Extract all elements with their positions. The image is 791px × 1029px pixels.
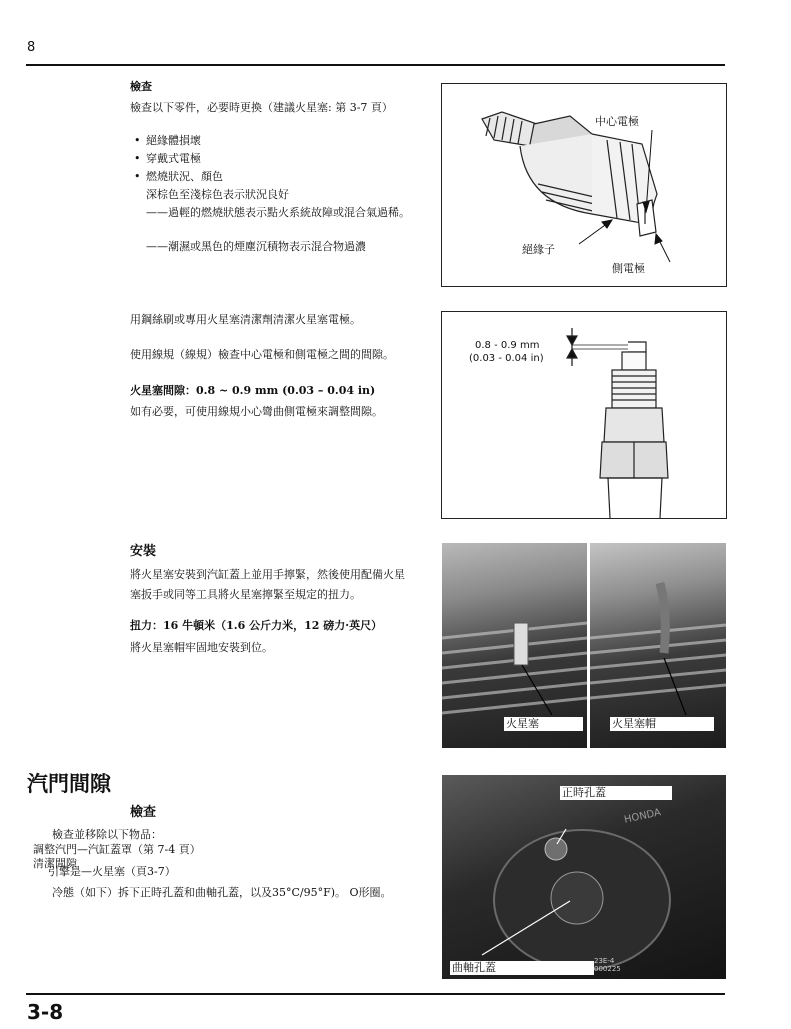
color-ok: 深棕色至淺棕色表示狀況良好 <box>146 188 289 201</box>
page-marker: 8 <box>27 40 36 55</box>
stamp-code: 23E-4 <box>594 957 615 965</box>
engine-photo-cap <box>590 543 726 748</box>
bullet-item: • 絕緣體損壞 <box>146 133 201 148</box>
valve-line3a: 清潔間隙 <box>33 857 77 870</box>
label-insulator: 絕緣子 <box>522 243 555 256</box>
gap-mm: 0.8 - 0.9 mm <box>475 340 540 351</box>
spark-plug-figure <box>441 83 727 287</box>
bullet-item: • 穿戴式電極 <box>146 151 201 166</box>
bullet-item: • 燃燒狀況、顏色 <box>146 169 223 184</box>
color-lean: ——過輕的燃燒狀態表示點火系統故障或混合氣過稀。 <box>146 206 410 219</box>
valve-inspect-heading: 檢查 <box>130 805 157 820</box>
install-line2: 塞扳手或同等工具將火星塞擰緊至規定的扭力。 <box>130 588 361 601</box>
header-rule <box>26 64 725 66</box>
install-heading: 安裝 <box>130 544 157 559</box>
color-rich: ——潮濕或黑色的煙塵沉積物表示混合物過濃 <box>146 240 366 253</box>
engine-photo-plug <box>442 543 587 748</box>
clean-adjust: 如有必要，可使用線規小心彎曲側電極來調整間隙。 <box>130 405 383 418</box>
install-cap: 將火星塞帽牢固地安裝到位。 <box>130 641 273 654</box>
label-center-electrode: 中心電極 <box>595 115 639 128</box>
torque-spec: 扭力：16 牛頓米（1.6 公斤力米，12 磅力·英尺） <box>130 619 383 632</box>
crankcase-cover-drawing <box>442 775 726 979</box>
plug-gap-figure <box>441 311 727 519</box>
valve-line2: 調整汽門—汽缸蓋罩（第 7-4 頁） <box>33 843 201 856</box>
page-number: 3-8 <box>27 1000 64 1024</box>
gap-in: (0.03 - 0.04 in) <box>469 353 544 364</box>
label-spark-plug: 火星塞 <box>504 717 583 731</box>
footer-rule <box>26 993 725 995</box>
brand-mark: HONDA <box>623 807 662 826</box>
label-side-electrode: 側電極 <box>612 262 645 275</box>
label-crank-hole-cap: 曲軸孔蓋 <box>450 961 594 975</box>
inspect-intro: 檢查以下零件，必要時更換（建議火星塞: 第 3-7 頁） <box>130 101 393 114</box>
gap-spec: 火星塞間隙：0.8 ~ 0.9 mm (0.03 – 0.04 in) <box>130 384 376 397</box>
engine-photo-covers <box>442 775 726 979</box>
serial-code: 000225 <box>594 965 621 973</box>
valve-line1: 檢查並移除以下物品： <box>52 828 162 841</box>
clean-brush: 用鋼絲刷或專用火星塞清潔劑清潔火星塞電極。 <box>130 313 361 326</box>
clean-gauge: 使用線規（線規）檢查中心電極和側電極之間的間隙。 <box>130 348 394 361</box>
label-timing-hole-cap: 正時孔蓋 <box>560 786 672 800</box>
install-line1: 將火星塞安裝到汽缸蓋上並用手擰緊，然後使用配備火星 <box>130 568 405 581</box>
inspect-heading: 檢查 <box>130 80 152 93</box>
label-plug-cap: 火星塞帽 <box>610 717 714 731</box>
spark-plug-drawing <box>442 84 726 286</box>
valve-line3b: 引擎是—火星塞（頁3-7） <box>48 865 176 878</box>
section-title: 汽門間隙 <box>27 771 111 796</box>
valve-line4: 冷態（如下）拆下正時孔蓋和曲軸孔蓋，以及35°C/95°F)。 O形圈。 <box>52 886 392 899</box>
